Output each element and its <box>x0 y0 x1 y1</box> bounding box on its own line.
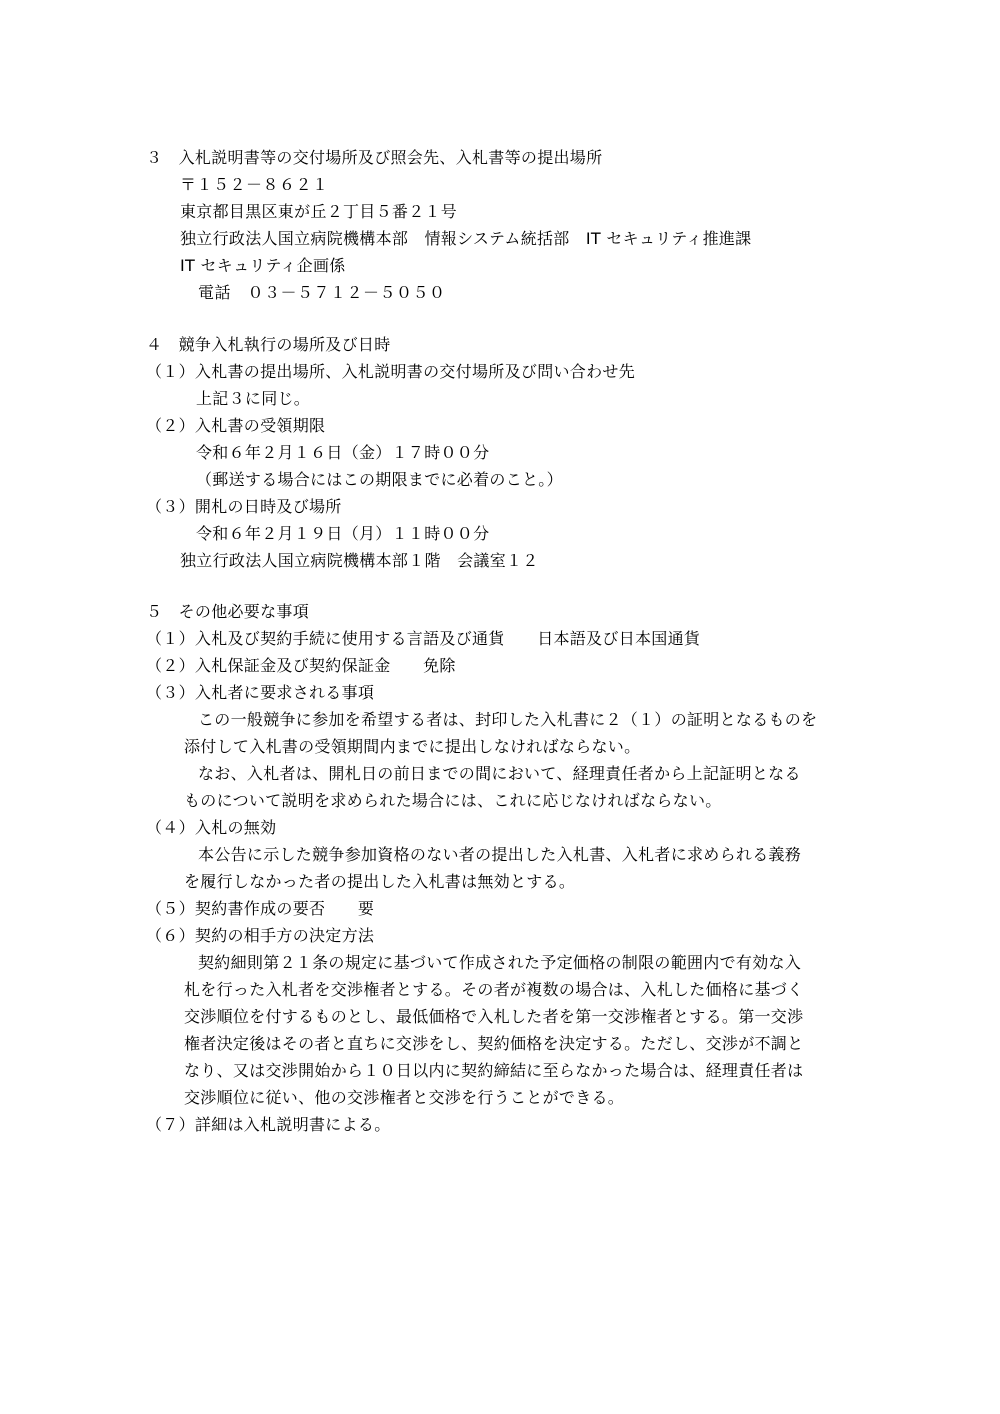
section5-item3-line: この一般競争に参加を希望する者は、封印した入札書に２（１）の証明となるものを <box>198 710 818 729</box>
postal-code: 〒１５２－８６２１ <box>180 175 329 194</box>
section5-item3-title: （３）入札者に要求される事項 <box>146 683 375 702</box>
section5-item3-line: ものについて説明を求められた場合には、これに応じなければならない。 <box>184 791 722 810</box>
section5-item6-line: 札を行った入札者を交渉権者とする。その者が複数の場合は、入札した価格に基づく <box>184 980 804 999</box>
section5-heading: ５ その他必要な事項 <box>146 602 310 621</box>
section4-item3-title: （３）開札の日時及び場所 <box>146 497 342 516</box>
address: 東京都目黒区東が丘２丁目５番２１号 <box>180 202 458 221</box>
section5-item5: （５）契約書作成の要否 要 <box>146 899 375 918</box>
section5-item3-line: なお、入札者は、開札日の前日までの間において、経理責任者から上記証明となる <box>198 764 801 783</box>
opening-place: 独立行政法人国立病院機構本部１階 会議室１２ <box>180 551 539 570</box>
section5-item1: （１）入札及び契約手続に使用する言語及び通貨 日本語及び日本国通貨 <box>146 629 701 648</box>
section5-item4-line: 本公告に示した競争参加資格のない者の提出した入札書、入札者に求められる義務 <box>198 845 802 864</box>
section4-item2-title: （２）入札書の受領期限 <box>146 416 326 435</box>
section4-item1-title: （１）入札書の提出場所、入札説明書の交付場所及び問い合わせ先 <box>146 362 636 381</box>
section4-item1-body: 上記３に同じ。 <box>196 389 311 408</box>
phone-number: 電話 ０３－５７１２－５０５０ <box>198 283 446 302</box>
section5-item6-line: なり、又は交渉開始から１０日以内に契約締結に至らなかった場合は、経理責任者は <box>184 1061 804 1080</box>
section5-item4-line: を履行しなかった者の提出した入札書は無効とする。 <box>184 872 576 891</box>
organization: 独立行政法人国立病院機構本部 情報システム統括部 IT セキュリティ推進課 <box>180 229 752 248</box>
section5-item2: （２）入札保証金及び契約保証金 免除 <box>146 656 456 675</box>
section5-item6-line: 交渉順位を付するものとし、最低価格で入札した者を第一交渉権者とする。第一交渉 <box>184 1007 804 1026</box>
section5-item4-title: （４）入札の無効 <box>146 818 277 837</box>
section5-item6-line: 交渉順位に従い、他の交渉権者と交渉を行うことができる。 <box>184 1088 625 1107</box>
section5-item7: （７）詳細は入札説明書による。 <box>146 1115 391 1134</box>
opening-date: 令和６年２月１９日（月）１１時００分 <box>196 524 490 543</box>
mail-note: （郵送する場合にはこの期限までに必着のこと。） <box>196 470 563 489</box>
section3-heading: ３ 入札説明書等の交付場所及び照会先、入札書等の提出場所 <box>146 148 603 167</box>
section5-item3-line: 添付して入札書の受領期間内までに提出しなければならない。 <box>184 737 641 756</box>
bid-deadline: 令和６年２月１６日（金）１７時００分 <box>196 443 490 462</box>
section5-item6-line: 権者決定後はその者と直ちに交渉をし、契約価格を決定する。ただし、交渉が不調と <box>184 1034 804 1053</box>
unit-name: IT セキュリティ企画係 <box>180 256 346 275</box>
section5-item6-line: 契約細則第２１条の規定に基づいて作成された予定価格の制限の範囲内で有効な入 <box>198 953 802 972</box>
section5-item6-title: （６）契約の相手方の決定方法 <box>146 926 375 945</box>
section4-heading: ４ 競争入札執行の場所及び日時 <box>146 335 391 354</box>
